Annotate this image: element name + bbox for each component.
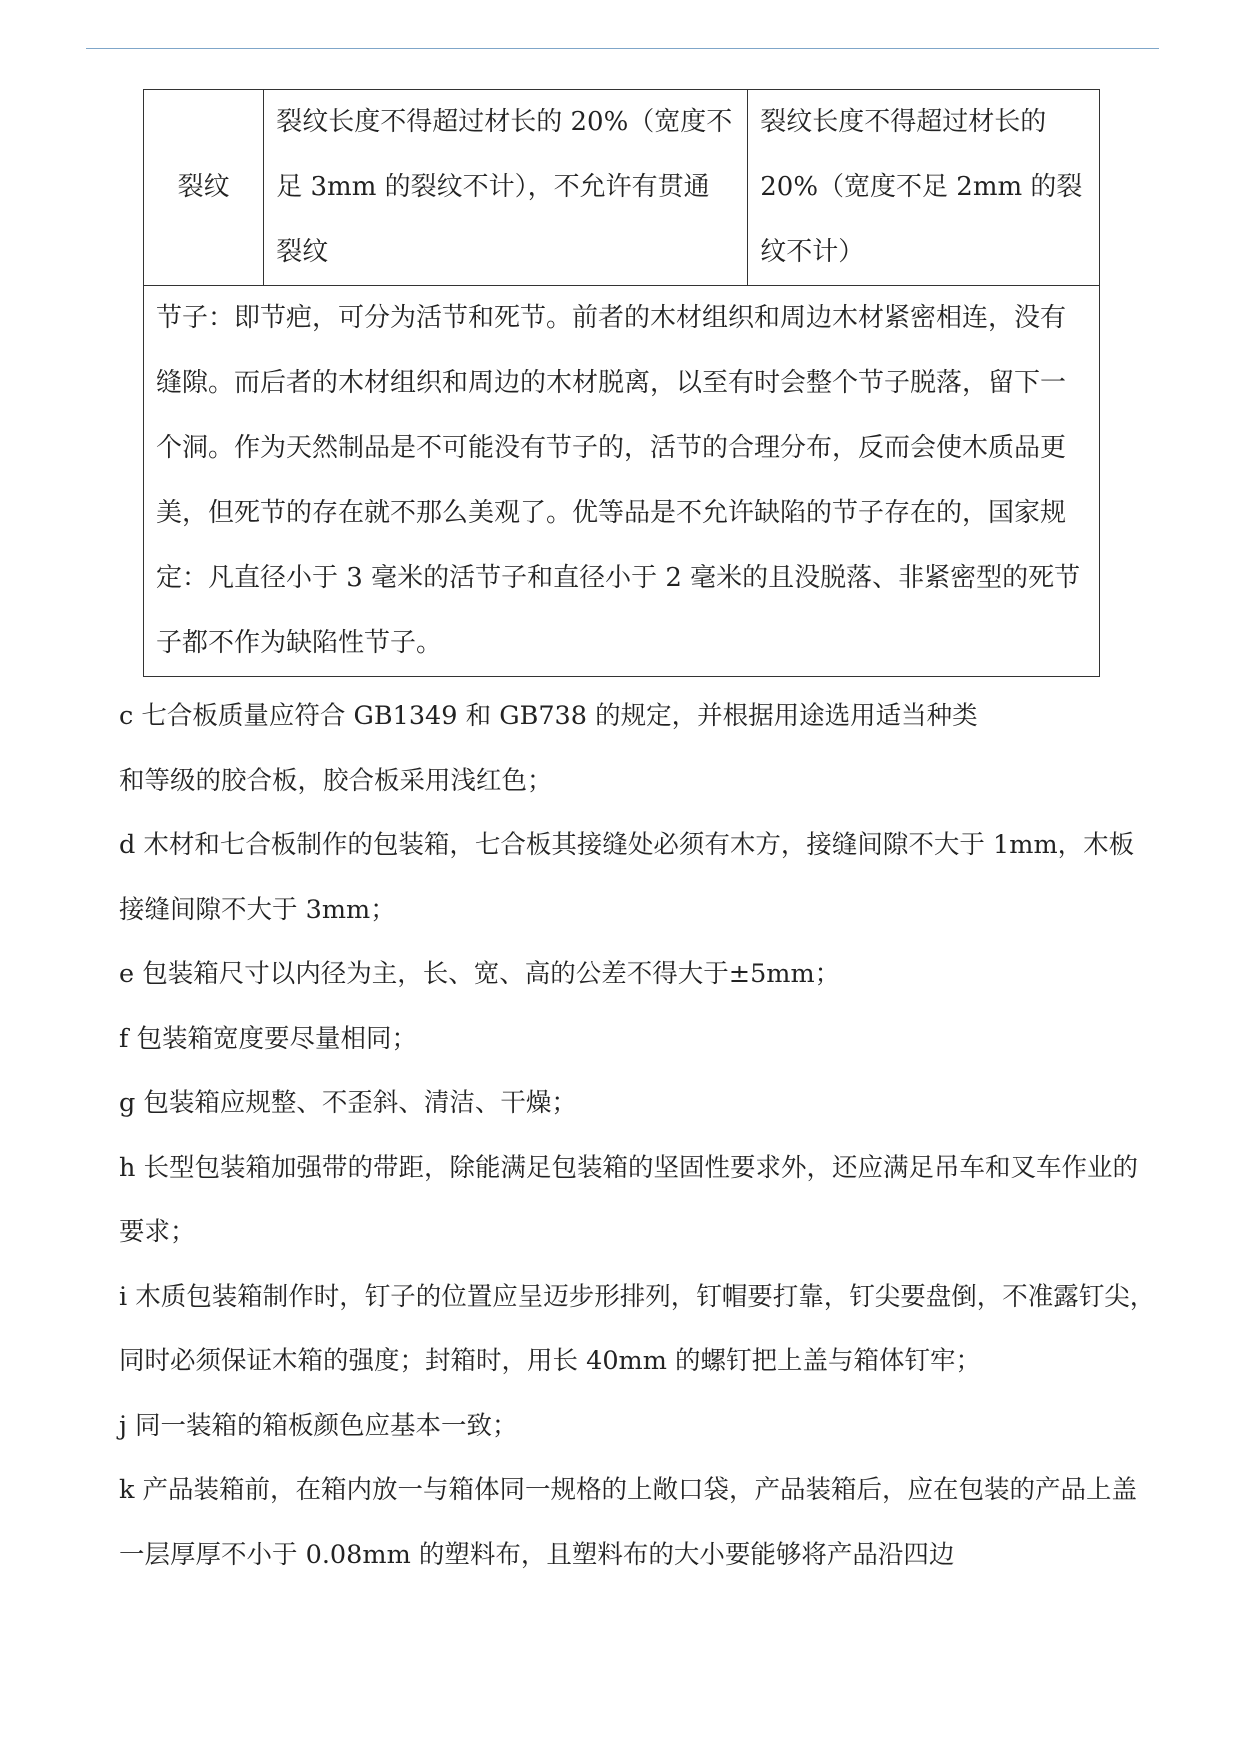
list-item-g: g 包装箱应规整、不歪斜、清洁、干燥； — [119, 1088, 577, 1118]
list-item-h: h 长型包装箱加强带的带距，除能满足包装箱的坚固性要求外，还应满足吊车和叉车作业的要求； — [119, 1152, 1139, 1247]
list-item-c: c 七合板质量应符合 GB1349 和 GB738 的规定，并根据用途选用适当种类 — [119, 701, 978, 731]
list-item-i: i 木质包装箱制作时，钉子的位置应呈迈步形排列，钉帽要打靠，钉尖要盘倒，不准露钉尖，同时必须保证木箱的强度；封箱时，用长 40mm 的螺钉把上盖与箱体钉牢； — [119, 1281, 1156, 1376]
crack-knot-standard-table — [143, 89, 1100, 677]
defect-name-cell: 裂纹 — [144, 90, 264, 286]
list-item-d: d 木材和七合板制作的包装箱，七合板其接缝处必须有木方，接缝间隙不大于 1mm，木板接缝间隙不大于 3mm； — [119, 830, 1135, 925]
list-item-f: f 包装箱宽度要尽量相同； — [119, 1023, 418, 1054]
grade-a-requirement-cell: 裂纹长度不得超过材长的 20%（宽度不足 3mm 的裂纹不计），不允许有贯通裂纹 — [264, 90, 748, 286]
table-row-crack — [144, 90, 1100, 286]
list-item-e: e 包装箱尺寸以内径为主，长、宽、高的公差不得大于±5mm； — [119, 959, 841, 989]
list-item-j: j 同一装箱的箱板颜色应基本一致； — [119, 1410, 518, 1441]
requirements-list — [119, 684, 1159, 1587]
knot-note-cell: 节子：即节疤，可分为活节和死节。前者的木材组织和周边木材紧密相连，没有缝隙。而后者的木材组织和周边的木材脱离，以至有时会整个节子脱落，留下一个洞。作为天然制品是不可能没有节子的，活节的合理分布，反而会使木质品更美，但死节的存在就不那么美观了。优等品是不允许缺陷的节子存在的，国家规定：凡直径小于 3 毫米的活节子和直径小于 2 毫米的且没脱落、非紧密型的死节子都不作为缺陷性节子。 — [144, 286, 1100, 677]
header-rule — [86, 48, 1159, 49]
grade-b-requirement-cell: 裂纹长度不得超过材长的 20%（宽度不足 2mm 的裂纹不计） — [748, 90, 1100, 286]
table-row-knot-note — [144, 286, 1100, 677]
list-item-c-continued: 和等级的胶合板，胶合板采用浅红色； — [119, 765, 553, 796]
list-item-k: k 产品装箱前，在箱内放一与箱体同一规格的上敞口袋，产品装箱后，应在包装的产品上盖一层厚厚不小于 0.08mm 的塑料布，且塑料布的大小要能够将产品沿四边 — [119, 1475, 1138, 1570]
